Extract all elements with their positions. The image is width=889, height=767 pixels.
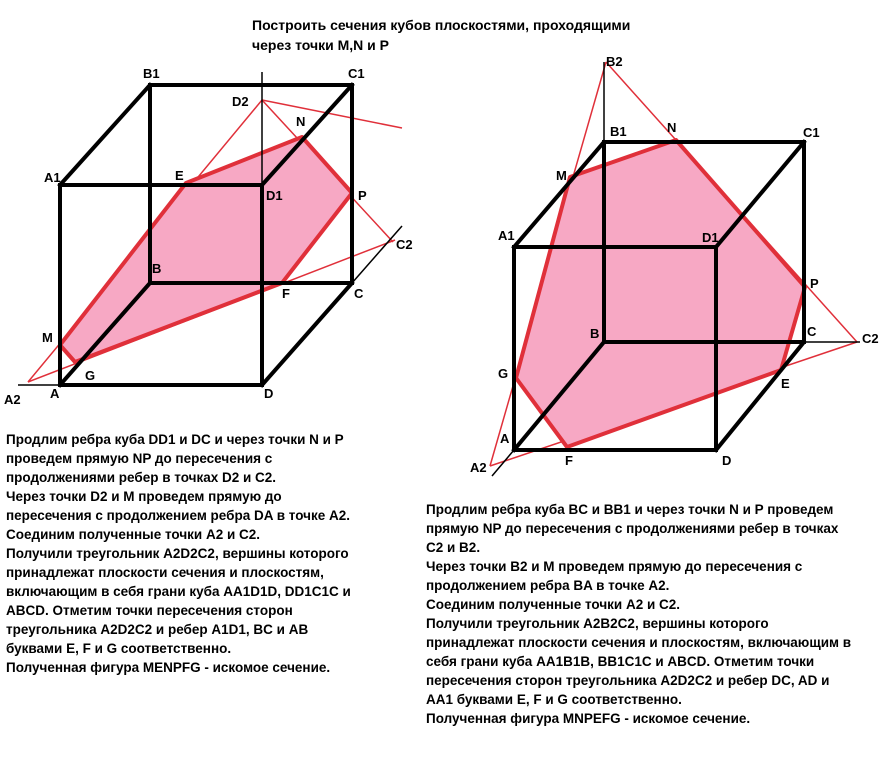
right-label-a: A bbox=[500, 431, 510, 446]
left-section-polygon bbox=[60, 137, 352, 362]
left-label-p: P bbox=[358, 188, 367, 203]
right-label-e: E bbox=[781, 376, 790, 391]
right-label-d: D bbox=[722, 453, 732, 468]
title-line-2: через точки M,N и P bbox=[252, 37, 389, 53]
right-label-a2: A2 bbox=[470, 460, 487, 475]
right-section-polygon bbox=[516, 140, 805, 447]
left-label-g: G bbox=[85, 368, 96, 383]
right-label-c: C bbox=[807, 324, 817, 339]
left-label-f: F bbox=[282, 286, 290, 301]
left-label-m: M bbox=[42, 330, 53, 345]
left-edge-d-c bbox=[262, 283, 352, 385]
right-label-p: P bbox=[810, 276, 819, 291]
left-explanation-text: Продлим ребра куба DD1 и DC и через точки N и P проведем прямую NP до пересечения с продолжениями ребер в точках D2 и C2. Через точки D2 и M проведем прямую до пересечения с продолжением ребра DA в точке A2. Соединим полученные точки A2 и C2. Получили треугольник A2D2C2, вершины которого принадлежат плоскости сечения и плоскостям, включающим в себя грани куба AA1D1D, DD1C1C и ABCD. Отметим точки пересечения сторон треугольника A2D2C2 и ребер A1D1, BC и AB буквами E, F и G соответственно. Полученная фигура MENPFG - искомое сечение. bbox=[6, 432, 351, 675]
right-label-f: F bbox=[565, 453, 573, 468]
left-label-a1: A1 bbox=[44, 170, 61, 185]
left-edge-a1-b1 bbox=[60, 85, 150, 185]
right-ext-ba bbox=[492, 450, 514, 476]
left-label-c: C bbox=[354, 286, 364, 301]
left-label-d1: D1 bbox=[266, 188, 283, 203]
right-label-c2: C2 bbox=[862, 331, 879, 346]
right-label-g: G bbox=[498, 366, 509, 381]
left-label-n: N bbox=[296, 114, 306, 129]
left-label-c2: C2 bbox=[396, 237, 413, 252]
right-explanation-text: Продлим ребра куба BC и BB1 и через точки N и P проведем прямую NP до пересечения с продолжениями ребер в точках C2 и B2. Через точки B2 и M проведем прямую до пересечения с продолжением ребра BA в точке A2. Соединим полученные точки A2 и C2. Получили треугольник A2B2C2, вершины которого принадлежат плоскости сечения и плоскостям, включающим в себя грани куба AA1B1B, BB1C1C и ABCD. Отметим точки пересечения сторон треугольника A2D2C2 и ребер DC, AD и AA1 буквами E, F и G соответственно. Полученная фигура MNPEFG - искомое сечение. bbox=[426, 502, 852, 726]
left-label-b1: B1 bbox=[143, 66, 160, 81]
right-edge-d1-c1 bbox=[716, 142, 804, 247]
right-label-c1: C1 bbox=[803, 125, 820, 140]
right-label-n: N bbox=[667, 120, 677, 135]
right-label-m: M bbox=[556, 168, 567, 183]
right-label-d1: D1 bbox=[702, 230, 719, 245]
left-label-b: B bbox=[152, 261, 162, 276]
title-line-1: Построить сечения кубов плоскостями, проходящими bbox=[252, 17, 631, 33]
left-label-d2: D2 bbox=[232, 94, 249, 109]
left-label-e: E bbox=[175, 168, 184, 183]
right-cube-diagram bbox=[470, 54, 879, 476]
left-label-a2: A2 bbox=[4, 392, 21, 407]
left-label-d: D bbox=[264, 386, 274, 401]
right-label-b2: B2 bbox=[606, 54, 623, 69]
right-label-b: B bbox=[590, 326, 600, 341]
right-label-b1: B1 bbox=[610, 124, 627, 139]
left-label-c1: C1 bbox=[348, 66, 365, 81]
left-label-a: A bbox=[50, 386, 60, 401]
left-cube-diagram bbox=[4, 66, 413, 407]
right-label-a1: A1 bbox=[498, 228, 515, 243]
